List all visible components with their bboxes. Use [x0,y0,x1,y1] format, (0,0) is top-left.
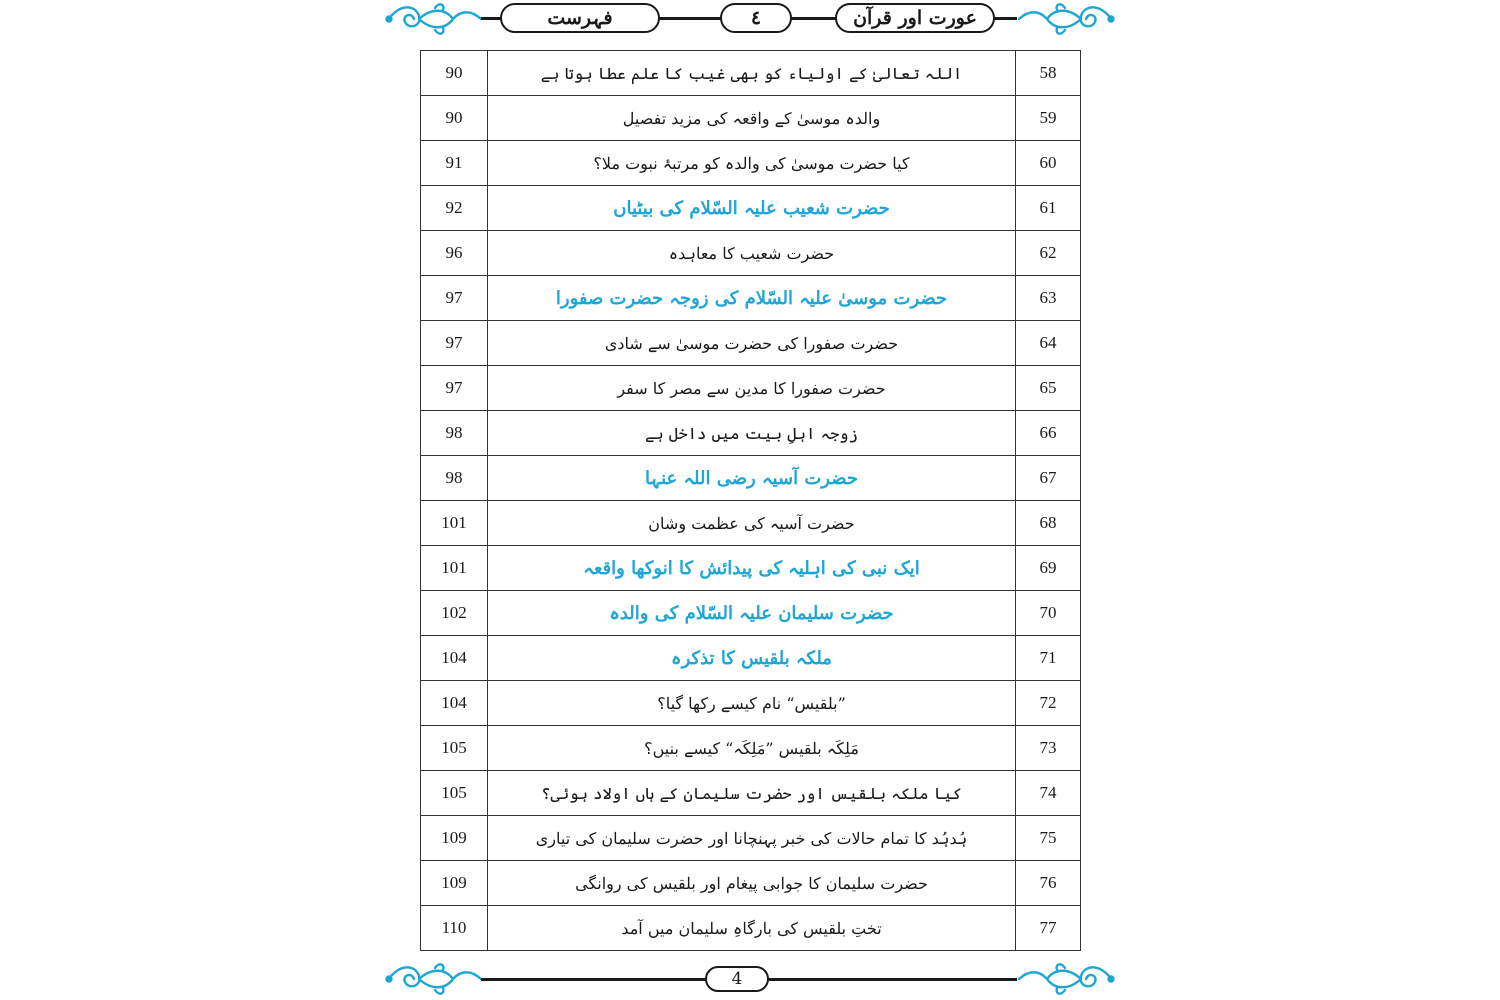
title-cell: ہُدہُد کا تمام حالات کی خبر پہنچانا اور حضرت سلیمان کی تیاری [488,816,1016,861]
right-footer-ornament-icon [1015,962,1115,996]
serial-number-cell: 71 [1016,636,1081,681]
table-row [421,771,1081,816]
page-cell: 90 [421,51,488,96]
table-row [421,861,1081,906]
footer-page-number: 4 [705,966,769,992]
serial-number-cell: 77 [1016,906,1081,951]
contents-table [420,50,1081,951]
table-row [421,231,1081,276]
serial-number-cell: 60 [1016,141,1081,186]
table-row [421,591,1081,636]
serial-number-cell: 76 [1016,861,1081,906]
table-row [421,501,1081,546]
title-cell: حضرت صفورا کا مدین سے مصر کا سفر [488,366,1016,411]
title-cell: کیا ملکہ بلقیس اور حضرت سلیمان کے ہاں اولاد ہوئی؟ [488,771,1016,816]
chapter-heading-cell: حضرت آسیہ رضی اللہ عنہا [488,456,1016,501]
serial-number-cell: 61 [1016,186,1081,231]
table-row [421,141,1081,186]
serial-number-cell: 70 [1016,591,1081,636]
title-cell: مَلِکَہ بلقیس ”مَلِکَہ“ کیسے بنیں؟ [488,726,1016,771]
serial-number-cell: 58 [1016,51,1081,96]
title-cell: تختِ بلقیس کی بارگاہِ سلیمان میں آمد [488,906,1016,951]
title-cell: اللہ تعالیٰ کے اولیاء کو بھی غیب کا علم عطا ہوتا ہے [488,51,1016,96]
page-cell: 105 [421,771,488,816]
page-cell: 102 [421,591,488,636]
table-row [421,906,1081,951]
page-cell: 105 [421,726,488,771]
serial-number-cell: 72 [1016,681,1081,726]
serial-number-cell: 67 [1016,456,1081,501]
serial-number-cell: 75 [1016,816,1081,861]
table-row [421,681,1081,726]
left-footer-ornament-icon [385,962,485,996]
serial-number-cell: 66 [1016,411,1081,456]
page-cell: 92 [421,186,488,231]
table-row [421,321,1081,366]
chapter-heading-cell: حضرت سلیمان علیہ السّلام کی والدہ [488,591,1016,636]
page-cell: 101 [421,546,488,591]
page-cell: 104 [421,636,488,681]
section-title: فہرست [500,3,660,33]
page-cell: 109 [421,816,488,861]
title-cell: زوجہ اہلِ بیت میں داخل ہے [488,411,1016,456]
left-ornament-icon [385,2,485,36]
serial-number-cell: 59 [1016,96,1081,141]
serial-number-cell: 64 [1016,321,1081,366]
table-row [421,726,1081,771]
serial-number-cell: 68 [1016,501,1081,546]
page-cell: 98 [421,456,488,501]
table-row [421,366,1081,411]
page-cell: 97 [421,321,488,366]
page-cell: 104 [421,681,488,726]
header-page-number: ٤ [720,3,792,33]
serial-number-cell: 73 [1016,726,1081,771]
page-cell: 110 [421,906,488,951]
title-cell: حضرت آسیہ کی عظمت وشان [488,501,1016,546]
title-cell: حضرت شعیب کا معاہدہ [488,231,1016,276]
serial-number-cell: 65 [1016,366,1081,411]
book-title: عورت اور قرآن [835,3,995,33]
page-cell: 109 [421,861,488,906]
table-row [421,96,1081,141]
chapter-heading-cell: ملکہ بلقیس کا تذکرہ [488,636,1016,681]
table-row [421,411,1081,456]
title-cell: حضرت سلیمان کا جوابی پیغام اور بلقیس کی روانگی [488,861,1016,906]
serial-number-cell: 62 [1016,231,1081,276]
table-row [421,276,1081,321]
serial-number-cell: 69 [1016,546,1081,591]
page-cell: 98 [421,411,488,456]
page-cell: 90 [421,96,488,141]
page-header [385,0,1115,40]
chapter-heading-cell: حضرت شعیب علیہ السّلام کی بیٹیاں [488,186,1016,231]
table-row [421,186,1081,231]
table-row [421,51,1081,96]
title-cell: والدہ موسیٰ کے واقعہ کی مزید تفصیل [488,96,1016,141]
chapter-heading-cell: ایک نبی کی اہلیہ کی پیدائش کا انوکھا واقعہ [488,546,1016,591]
page-cell: 97 [421,366,488,411]
page-cell: 91 [421,141,488,186]
title-cell: حضرت صفورا کی حضرت موسیٰ سے شادی [488,321,1016,366]
serial-number-cell: 74 [1016,771,1081,816]
table-row [421,546,1081,591]
title-cell: کیا حضرت موسیٰ کی والدہ کو مرتبۂ نبوت ملا؟ [488,141,1016,186]
page-cell: 97 [421,276,488,321]
table-row [421,456,1081,501]
table-row [421,636,1081,681]
page-footer [385,962,1115,1000]
right-ornament-icon [1015,2,1115,36]
page-cell: 96 [421,231,488,276]
serial-number-cell: 63 [1016,276,1081,321]
table-row [421,816,1081,861]
page-cell: 101 [421,501,488,546]
chapter-heading-cell: حضرت موسیٰ علیہ السّلام کی زوجہ حضرت صفورا [488,276,1016,321]
title-cell: ”بلقیس“ نام کیسے رکھا گیا؟ [488,681,1016,726]
